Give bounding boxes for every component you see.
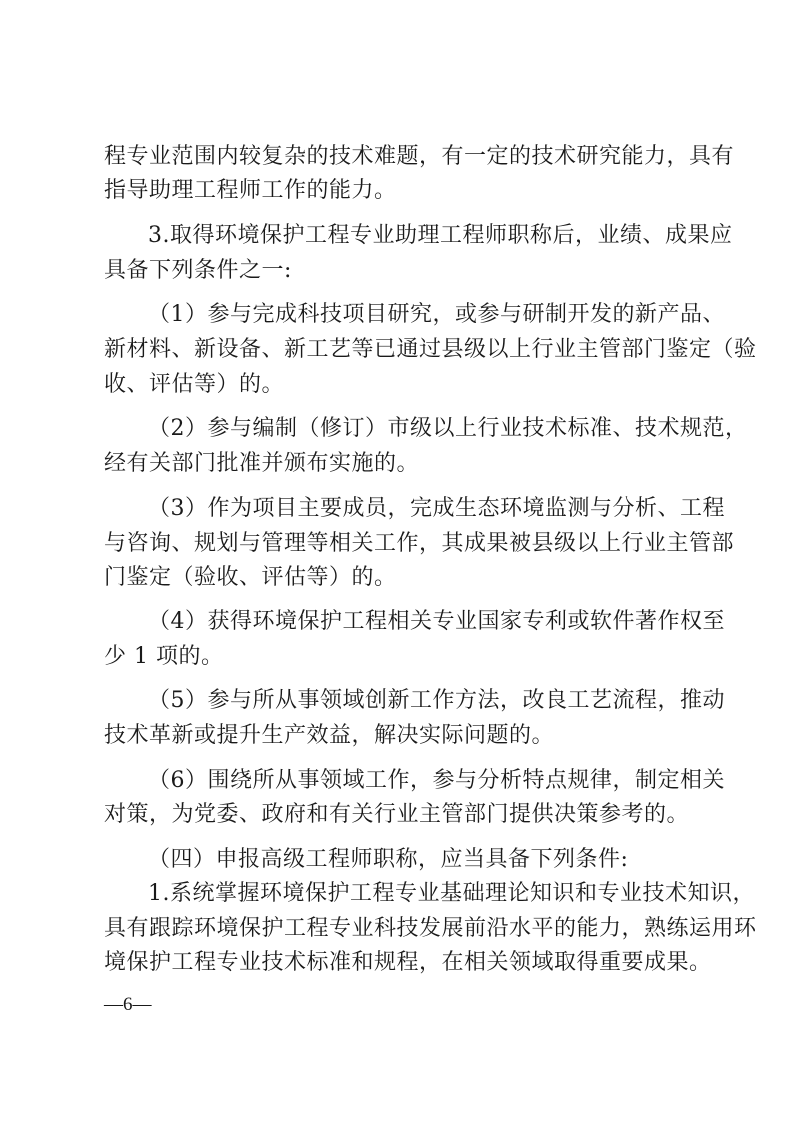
text-line: （5）参与所从事领域创新工作方法，改良工艺流程，推动 [148, 688, 725, 713]
text-line: 对策，为党委、政府和有关行业主管部门提供决策参考的。 [104, 802, 690, 827]
text-line: 3.取得环境保护工程专业助理工程师职称后，业绩、成果应 [148, 223, 733, 248]
text-line: 程专业范围内较复杂的技术难题，有一定的技术研究能力，具有 [104, 144, 735, 169]
section-heading: （四）申报高级工程师职称，应当具备下列条件: [148, 847, 629, 872]
text-line: 经有关部门批准并颁布实施的。 [104, 451, 420, 476]
text-line: 新材料、新设备、新工艺等已通过县级以上行业主管部门鉴定（验 [104, 337, 757, 362]
text-line: （1）参与完成科技项目研究，或参与研制开发的新产品、 [148, 302, 725, 327]
text-line: 少 1 项的。 [104, 644, 224, 669]
text-line: 具备下列条件之一: [104, 258, 292, 283]
text-line: 1.系统掌握环境保护工程专业基础理论知识和专业技术知识， [148, 881, 755, 906]
text-line: 收、评估等）的。 [104, 372, 285, 397]
text-line: （3）作为项目主要成员，完成生态环境监测与分析、工程 [148, 496, 725, 521]
text-line: 具有跟踪环境保护工程专业科技发展前沿水平的能力，熟练运用环 [104, 916, 757, 941]
text-line: 门鉴定（验收、评估等）的。 [104, 565, 397, 590]
text-line: 与咨询、规划与管理等相关工作，其成果被县级以上行业主管部 [104, 531, 735, 556]
text-line: （2）参与编制（修订）市级以上行业技术标准、技术规范， [148, 416, 748, 441]
text-line: （4）获得环境保护工程相关专业国家专利或软件著作权至 [148, 609, 725, 634]
text-line: （6）围绕所从事领域工作，参与分析特点规律，制定相关 [148, 768, 725, 793]
text-line: 技术革新或提升生产效益，解决实际问题的。 [104, 723, 555, 748]
text-line: 境保护工程专业技术标准和规程，在相关领域取得重要成果。 [104, 950, 712, 975]
text-line: 指导助理工程师工作的能力。 [104, 178, 397, 203]
page-number: —6— [104, 994, 152, 1015]
